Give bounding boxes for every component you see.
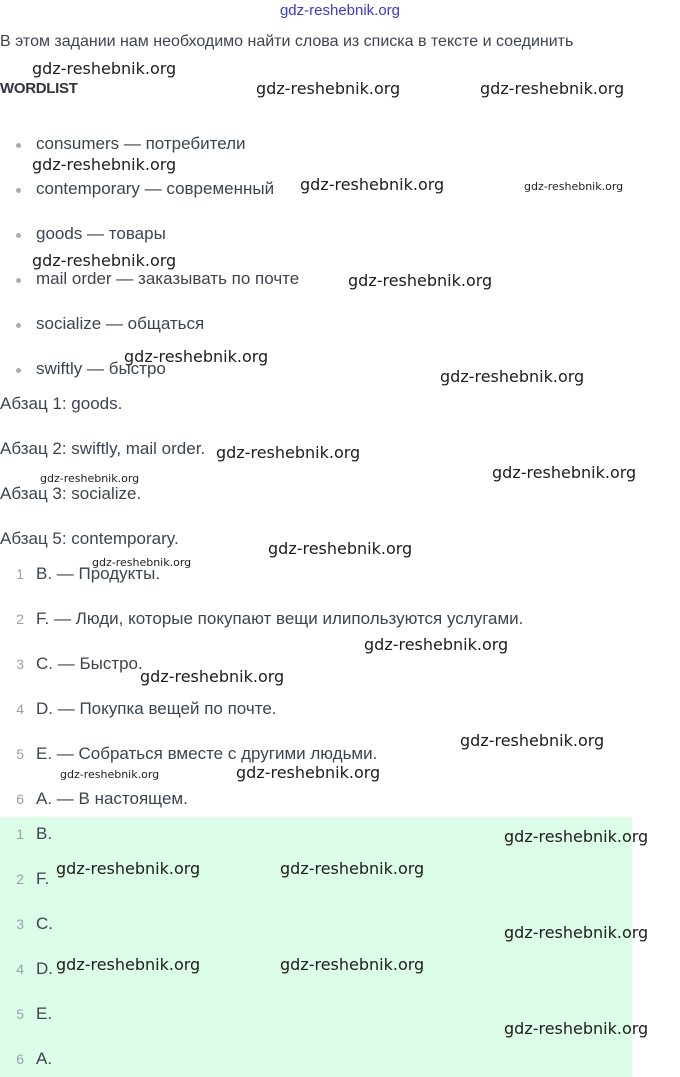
watermark: gdz-reshebnik.org bbox=[40, 472, 140, 485]
bullet-icon bbox=[16, 188, 21, 193]
intro-text: В этом задании нам необходимо найти слова из списка в тексте и соединить bbox=[0, 33, 574, 50]
watermark: gdz-reshebnik.org bbox=[364, 635, 509, 654]
paragraph-match-3: Абзац 3: socialize. bbox=[0, 484, 142, 503]
answer-key-letter: F. bbox=[36, 869, 50, 888]
watermark: gdz-reshebnik.org bbox=[60, 768, 160, 781]
answer-key-letter: B. bbox=[36, 824, 53, 843]
watermark: gdz-reshebnik.org bbox=[504, 1019, 649, 1038]
watermark: gdz-reshebnik.org bbox=[300, 175, 445, 194]
watermark: gdz-reshebnik.org bbox=[140, 667, 285, 686]
row-number: 2 bbox=[16, 611, 24, 627]
definition-text: F. — Люди, которые покупают вещи илипользуются услугами. bbox=[36, 609, 524, 628]
answer-key-letter: C. bbox=[36, 914, 53, 933]
wordlist-item-text: goods — товары bbox=[36, 224, 166, 243]
bullet-icon bbox=[16, 323, 21, 328]
answer-key-block bbox=[0, 817, 632, 1077]
row-number: 6 bbox=[16, 1051, 24, 1067]
answer-key-letter: E. bbox=[36, 1004, 53, 1023]
watermark: gdz-reshebnik.org bbox=[524, 180, 624, 193]
definition-text: D. — Покупка вещей по почте. bbox=[36, 699, 277, 718]
row-number: 5 bbox=[16, 1006, 24, 1022]
watermark: gdz-reshebnik.org bbox=[504, 923, 649, 942]
paragraph-match-1: Абзац 1: goods. bbox=[0, 394, 123, 413]
wordlist-heading: WORDLIST bbox=[0, 80, 78, 97]
watermark: gdz-reshebnik.org bbox=[256, 79, 401, 98]
row-number: 4 bbox=[16, 701, 24, 717]
watermark: gdz-reshebnik.org bbox=[236, 763, 381, 782]
row-number: 3 bbox=[16, 916, 24, 932]
watermark: gdz-reshebnik.org bbox=[32, 251, 177, 270]
watermark: gdz-reshebnik.org bbox=[280, 859, 425, 878]
paragraph-match-5: Абзац 5: contemporary. bbox=[0, 529, 179, 548]
watermark: gdz-reshebnik.org bbox=[56, 859, 201, 878]
wordlist-item-text: swiftly — быстро bbox=[36, 359, 166, 378]
watermark: gdz-reshebnik.org bbox=[280, 955, 425, 974]
row-number: 1 bbox=[16, 566, 24, 582]
row-number: 5 bbox=[16, 746, 24, 762]
watermark: gdz-reshebnik.org bbox=[56, 955, 201, 974]
header-site-link[interactable]: gdz-reshebnik.org bbox=[279, 2, 401, 19]
watermark: gdz-reshebnik.org bbox=[32, 155, 177, 174]
bullet-icon bbox=[16, 278, 21, 283]
definition-text: C. — Быстро. bbox=[36, 654, 143, 673]
watermark: gdz-reshebnik.org bbox=[348, 271, 493, 290]
watermark: gdz-reshebnik.org bbox=[124, 347, 269, 366]
answer-key-letter: D. bbox=[36, 959, 53, 978]
bullet-icon bbox=[16, 368, 21, 373]
row-number: 1 bbox=[16, 826, 24, 842]
wordlist-item-text: consumers — потребители bbox=[36, 134, 246, 153]
row-number: 6 bbox=[16, 791, 24, 807]
wordlist-item-text: contemporary — современный bbox=[36, 179, 275, 198]
bullet-icon bbox=[16, 143, 21, 148]
watermark: gdz-reshebnik.org bbox=[480, 79, 625, 98]
watermark: gdz-reshebnik.org bbox=[440, 367, 585, 386]
bullet-icon bbox=[16, 233, 21, 238]
answer-key-letter: A. bbox=[36, 1049, 53, 1068]
wordlist-item-text: mail order — заказывать по почте bbox=[36, 269, 300, 288]
wordlist-item-text: socialize — общаться bbox=[36, 314, 205, 333]
watermark: gdz-reshebnik.org bbox=[460, 731, 605, 750]
watermark: gdz-reshebnik.org bbox=[268, 539, 413, 558]
watermark: gdz-reshebnik.org bbox=[216, 443, 361, 462]
row-number: 3 bbox=[16, 656, 24, 672]
definition-text: B. — Продукты. bbox=[36, 564, 161, 583]
definition-text: E. — Собраться вместе с другими людьми. bbox=[36, 744, 378, 763]
row-number: 4 bbox=[16, 961, 24, 977]
watermark: gdz-reshebnik.org bbox=[504, 827, 649, 846]
paragraph-match-2: Абзац 2: swiftly, mail order. bbox=[0, 439, 206, 458]
row-number: 2 bbox=[16, 871, 24, 887]
watermark: gdz-reshebnik.org bbox=[32, 59, 177, 78]
watermark: gdz-reshebnik.org bbox=[92, 556, 192, 569]
definition-text: A. — В настоящем. bbox=[36, 789, 188, 808]
watermark: gdz-reshebnik.org bbox=[492, 463, 637, 482]
